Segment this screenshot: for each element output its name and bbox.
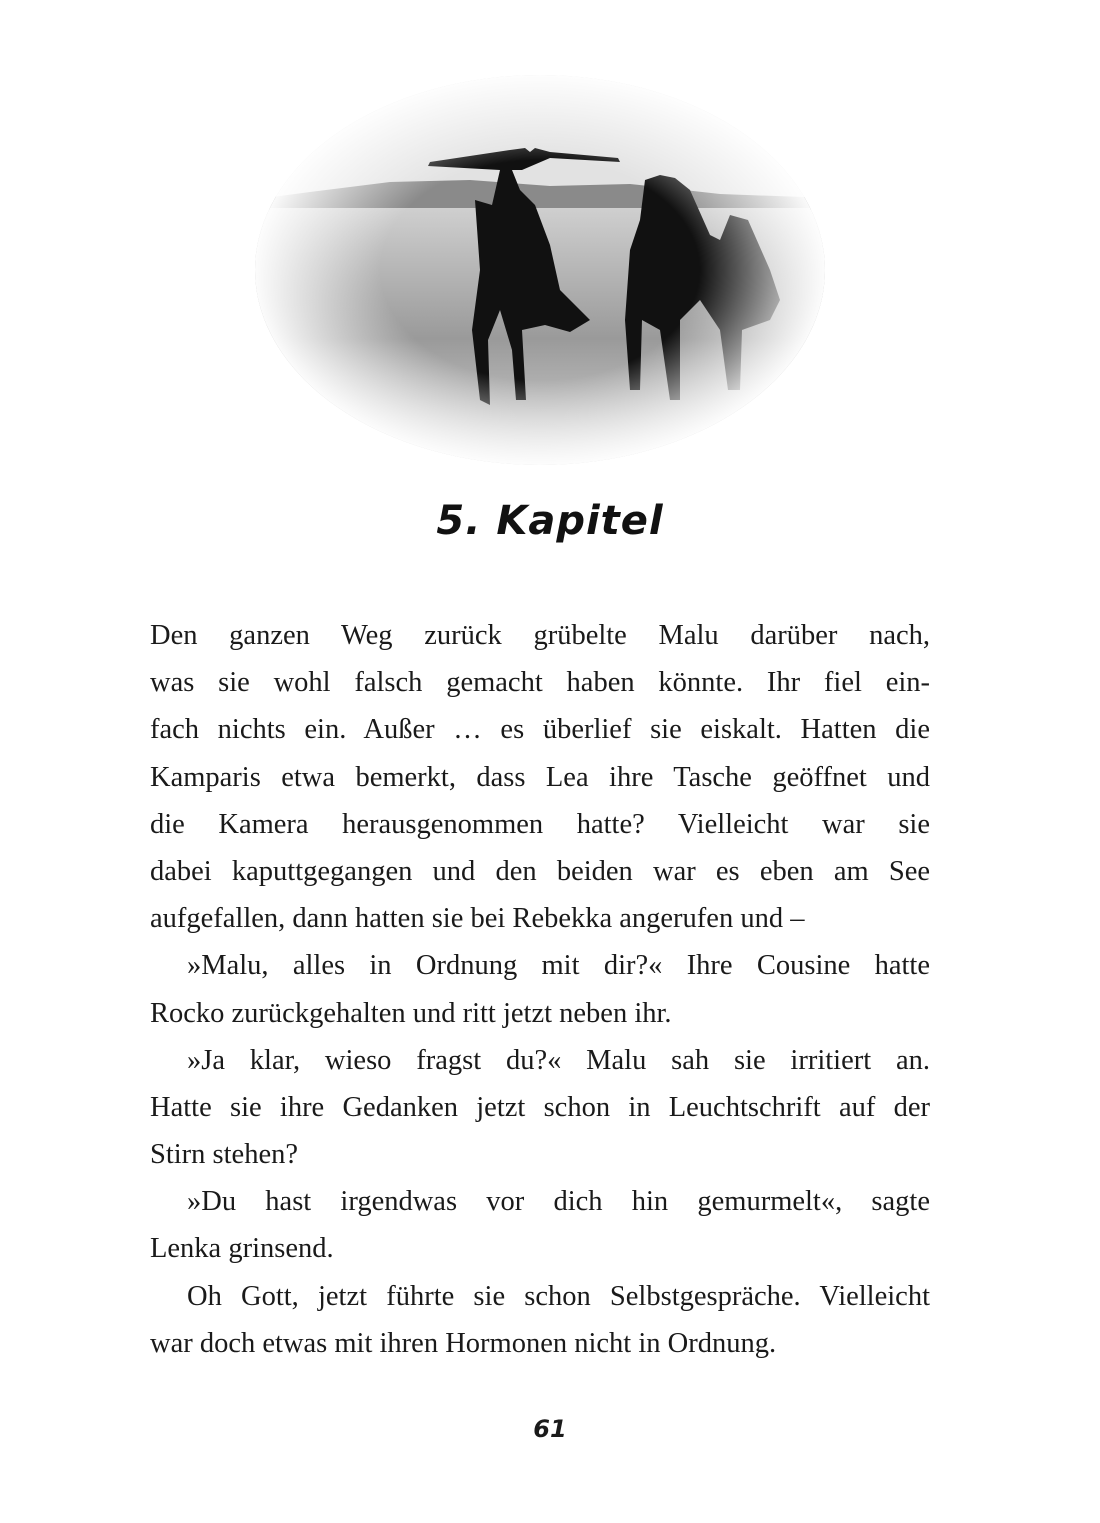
text-line: »Malu, alles in Ordnung mit dir?« Ihre Cousine hatte (187, 950, 930, 982)
text-line: war doch etwas mit ihren Hormonen nicht in Ordnung. (150, 1327, 777, 1359)
paragraph (150, 1037, 930, 1179)
text-line: »Ja klar, wieso fragst du?« Malu sah sie irritiert an. (187, 1044, 930, 1076)
text-line: Oh Gott, jetzt führte sie schon Selbstgespräche. Vielleicht (187, 1280, 930, 1312)
text-line: Lenka grinsend. (150, 1233, 334, 1265)
body-text (150, 612, 930, 1367)
paragraph (150, 1178, 930, 1272)
chapter-illustration-horses-lake (250, 70, 830, 470)
text-line: Den ganzen Weg zurück grübelte Malu darüber nach, (150, 620, 930, 651)
text-line: Stirn stehen? (150, 1139, 299, 1171)
chapter-title: 5. Kapitel (436, 498, 664, 544)
page-number: 61 (533, 1415, 567, 1443)
text-line: Kamparis etwa bemerkt, dass Lea ihre Tasche geöffnet und (150, 761, 930, 793)
text-line: Rocko zurückgehalten und ritt jetzt neben ihr. (150, 997, 672, 1029)
text-line: Hatte sie ihre Gedanken jetzt schon in Leuchtschrift auf der (150, 1091, 930, 1123)
paragraph (150, 1273, 930, 1367)
paragraph (150, 612, 930, 942)
paragraph (150, 942, 930, 1036)
text-line: die Kamera herausgenommen hatte? Vielleicht war sie (150, 808, 930, 840)
text-line: »Du hast irgendwas vor dich hin gemurmelt«, sagte (187, 1186, 930, 1218)
text-line: aufgefallen, dann hatten sie bei Rebekka angerufen und – (150, 903, 805, 935)
text-line: was sie wohl falsch gemacht haben könnte. Ihr fiel ein- (150, 667, 930, 699)
text-line: dabei kaputtgegangen und den beiden war es eben am See (150, 855, 930, 887)
text-line: fach nichts ein. Außer … es überlief sie eiskalt. Hatten die (150, 714, 930, 746)
